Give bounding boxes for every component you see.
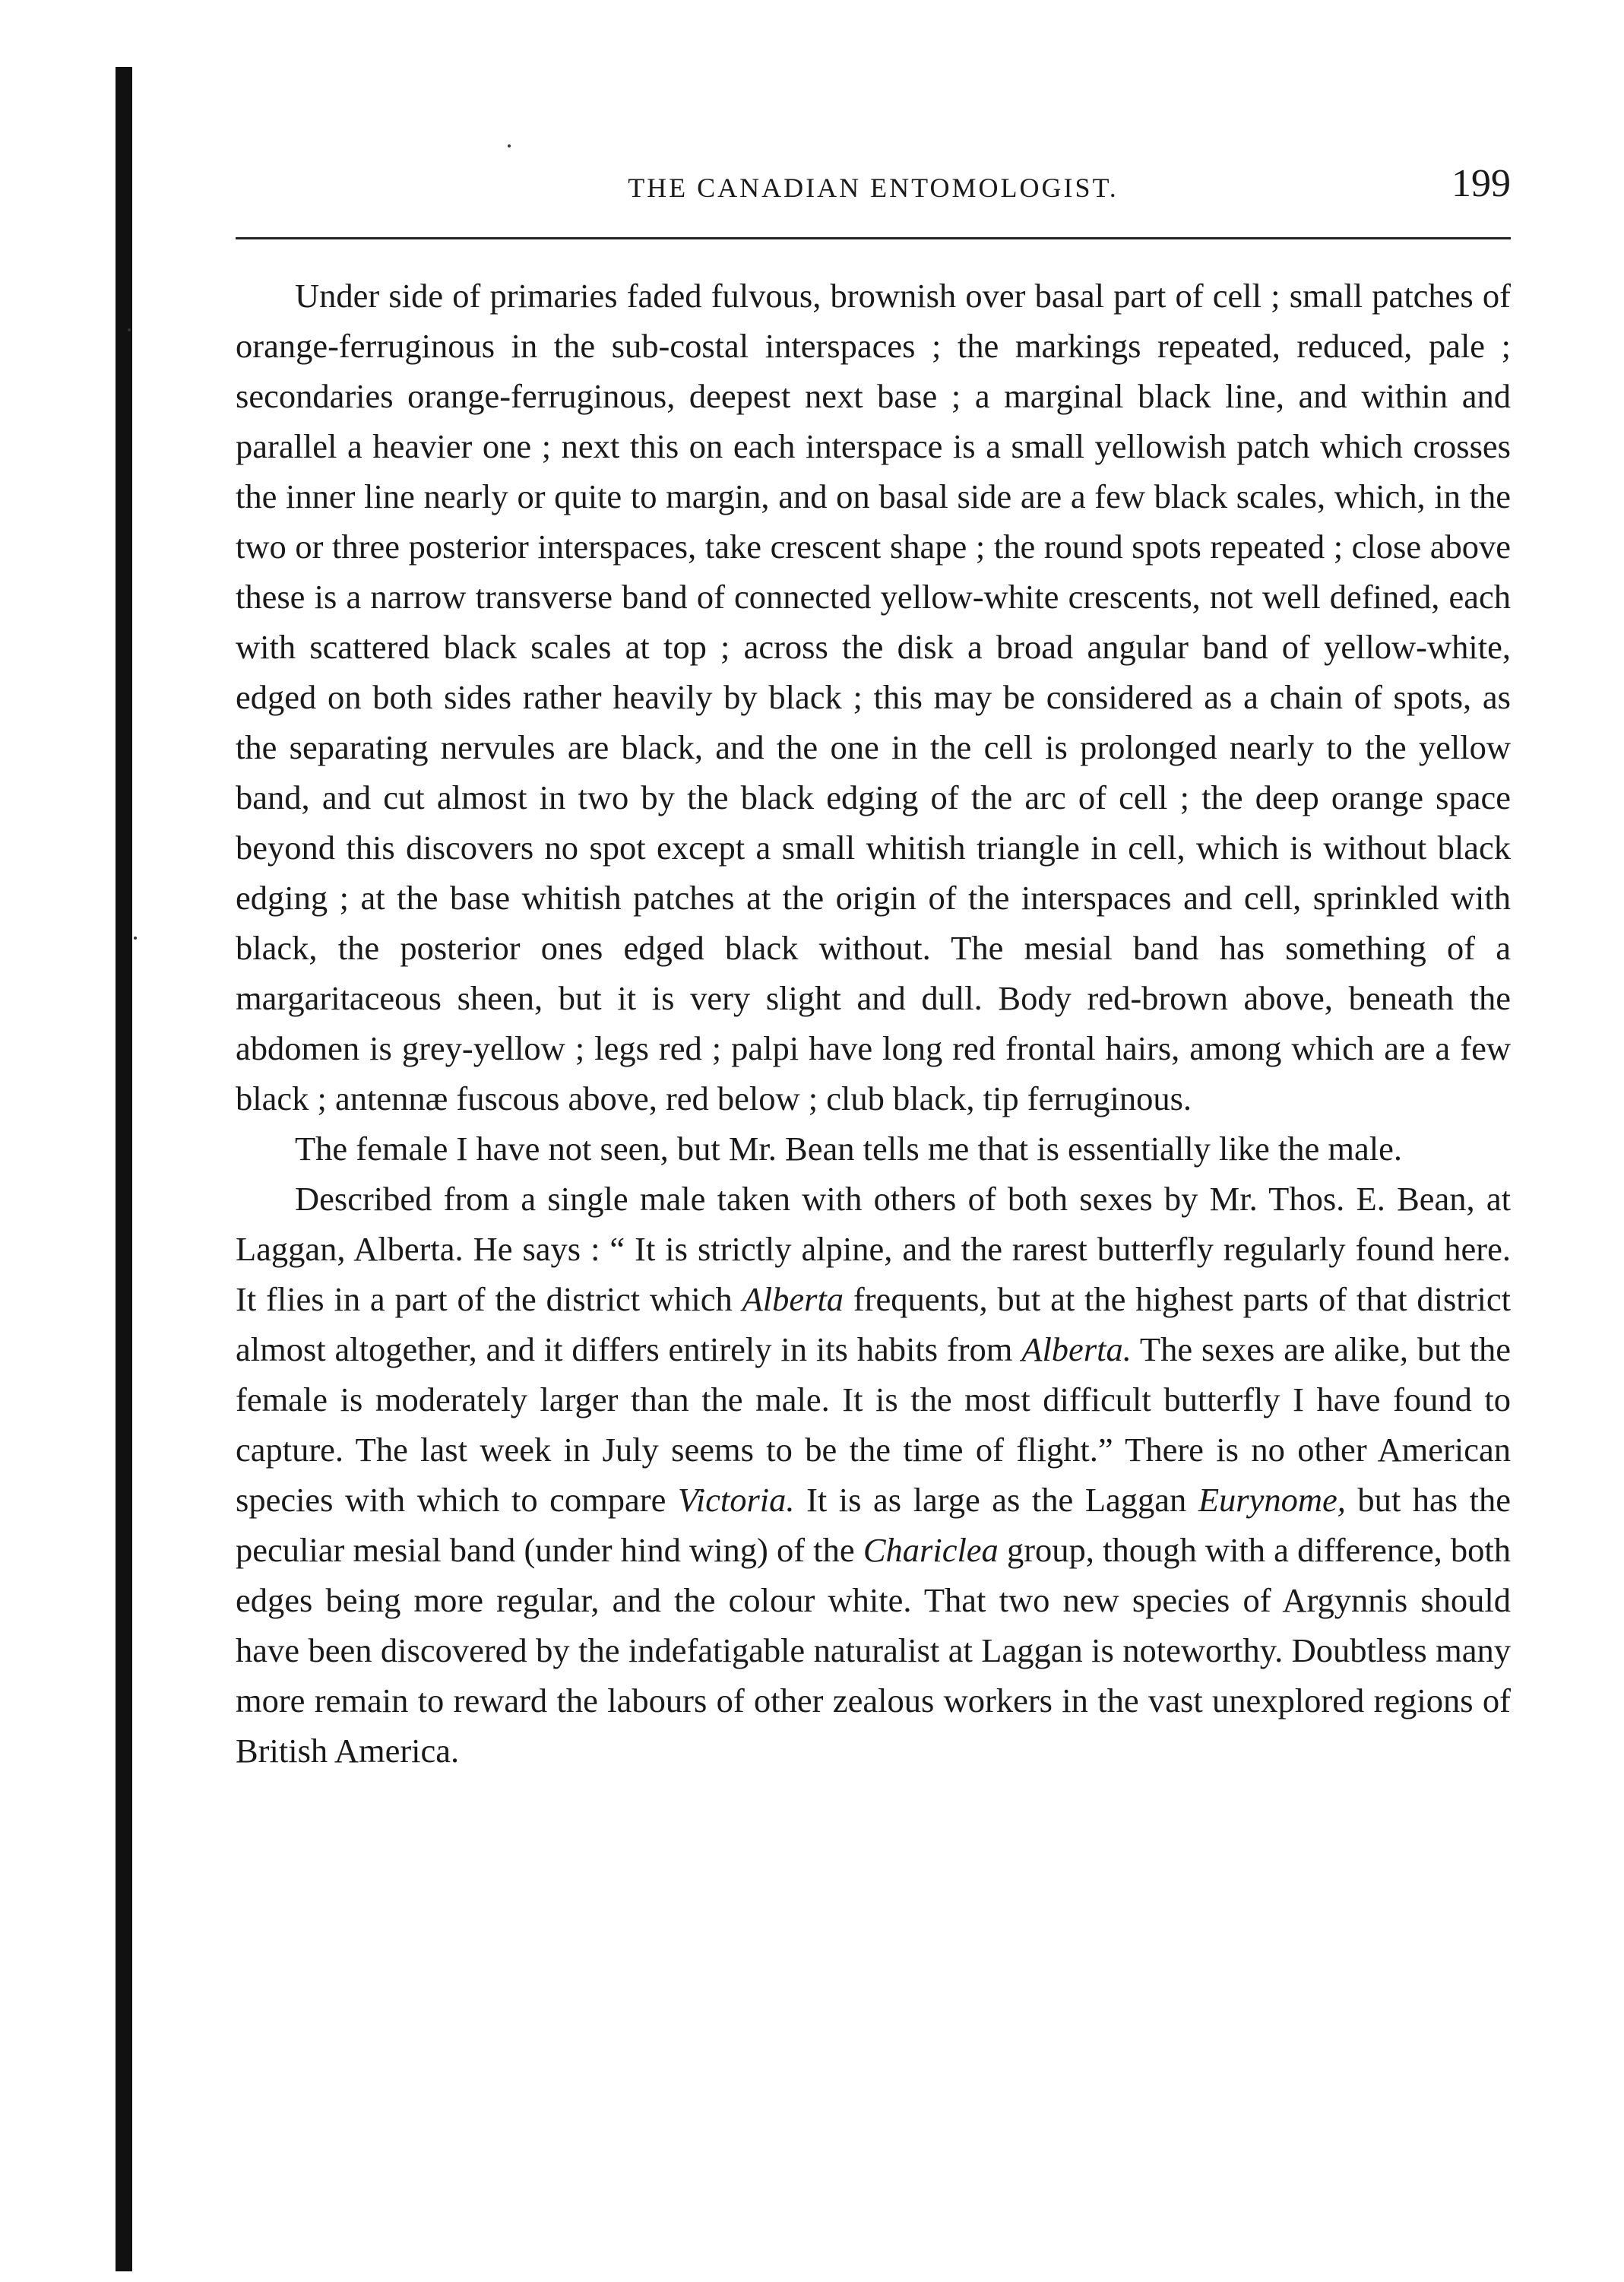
italic-text: Victoria. bbox=[677, 1481, 795, 1519]
text-run: The sexes are alike, but the female is moderately larger than the male. It is the most difficult butterfly I have found to capture. The last week in July seems to be the time of flight.” There is no other American species with which to compare bbox=[236, 1330, 1511, 1519]
running-title: THE CANADIAN ENTOMOLOGIST. bbox=[628, 173, 1119, 203]
text-run: The female I have not seen, but Mr. Bean tells me that is essentially like the male. bbox=[295, 1130, 1402, 1168]
header-rule bbox=[236, 237, 1511, 239]
paragraph bbox=[236, 1174, 1511, 1776]
binding-edge bbox=[116, 67, 132, 2271]
paragraph bbox=[236, 1124, 1511, 1174]
italic-text: Eurynome, bbox=[1198, 1481, 1346, 1519]
text-run: Described from a single male taken with others of both sexes by Mr. Thos. E. Bean, at Laggan, Alberta. He says : “ It is strictly alpine, and the rarest butterfly regularly found here. It flies in a part of the district which bbox=[236, 1180, 1511, 1318]
scan-speck bbox=[134, 937, 137, 940]
paragraph bbox=[236, 271, 1511, 1124]
italic-text: Alberta bbox=[742, 1280, 844, 1318]
text-run: group, though with a difference, both edges being more regular, and the colour white. That two new species of Argynnis should have been discovered by the indefatigable naturalist at Laggan is noteworthy. Doubtless many more remain to reward the labours of other zealous workers in the vast unexplored regions of British America. bbox=[236, 1531, 1512, 1770]
page-number: 199 bbox=[1451, 162, 1511, 205]
body-text bbox=[236, 271, 1511, 1776]
scan-speck bbox=[508, 144, 511, 147]
text-run: Under side of primaries faded fulvous, brownish over basal part of cell ; small patches of orange-ferruginous in the sub-costal interspaces ; the markings repeated, reduced, pale ; secondaries orange-ferruginous, deepest next base ; a marginal black line, and within and parallel a heavier one ; next this on each interspace is a small yellowish patch which crosses the inner line nearly or quite to margin, and on basal side are a few black scales, which, in the two or three posterior interspaces, take crescent shape ; the round spots repeated ; close above these is a narrow transverse band of connected yellow-white crescents, not well defined, each with scattered black scales at top ; across the disk a broad angular band of yellow-white, edged on both sides rather heavily by black ; this may be considered as a chain of spots, as the separating nervules are black, and the one in the cell is prolonged nearly to the yellow band, and cut almost in two by the black edging of the arc of cell ; the deep orange space beyond this discovers no spot except a small whitish triangle in cell, which is without black edging ; at the base whitish patches at the origin of the interspaces and cell, sprinkled with black, the posterior ones edged black without. The mesial band has something of a margaritaceous sheen, but it is very slight and dull. Body red-brown above, beneath the abdomen is grey-yellow ; legs red ; palpi have long red frontal hairs, among which are a few black ; antennæ fuscous above, red below ; club black, tip ferruginous. bbox=[236, 277, 1511, 1117]
scan-speck bbox=[128, 328, 131, 331]
page-header bbox=[236, 158, 1511, 211]
text-run: It is as large as the Laggan bbox=[794, 1481, 1198, 1519]
text-run: frequents, but at the highest parts of that district almost altogether, and it differs entirely in its habits from bbox=[236, 1280, 1511, 1368]
text-run: but has the peculiar mesial band (under hind wing) of the bbox=[236, 1481, 1511, 1569]
italic-text: Alberta. bbox=[1021, 1330, 1132, 1368]
italic-text: Chariclea bbox=[863, 1531, 999, 1569]
